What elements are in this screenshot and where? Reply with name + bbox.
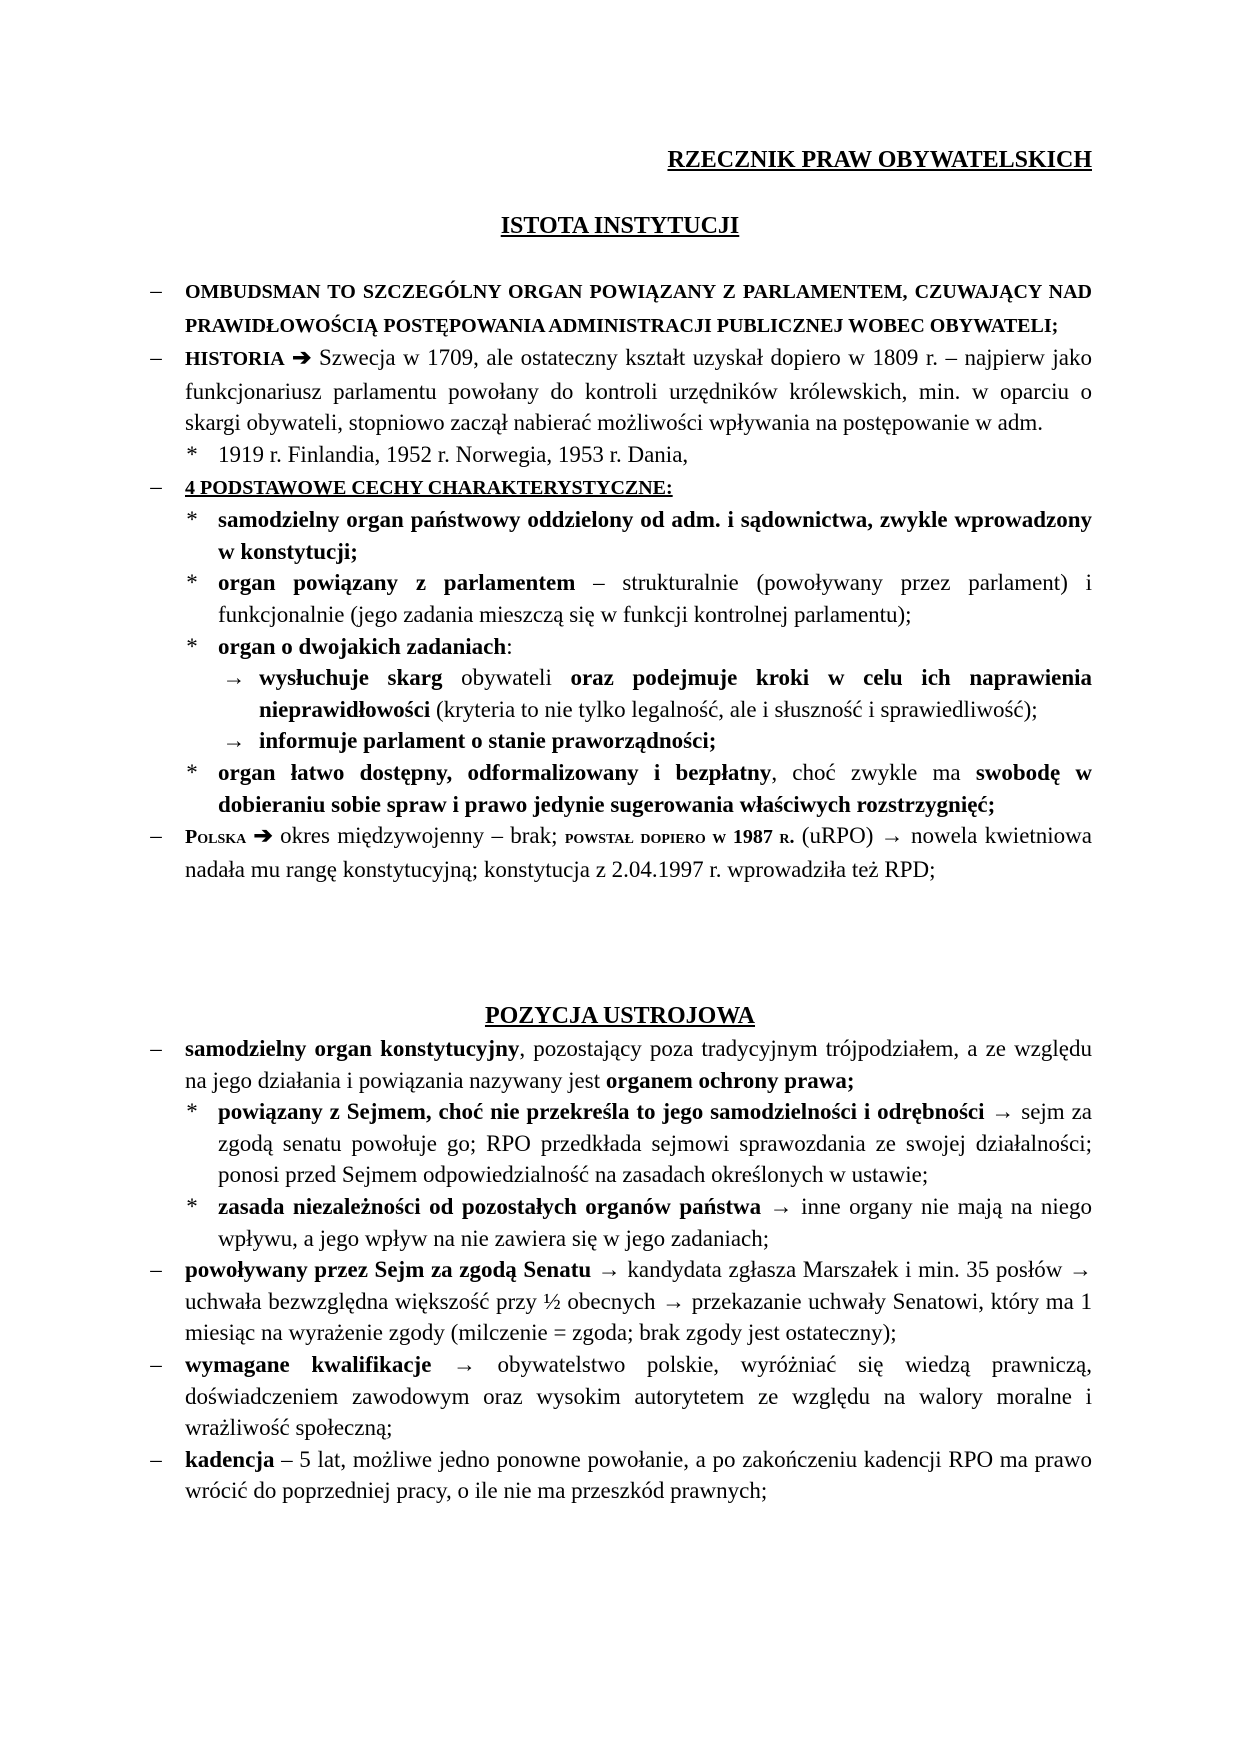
list-item-cecha-samodzielny (0, 504, 1240, 567)
list-item-niezaleznosc (0, 1191, 1240, 1254)
dash-marker: – (150, 1446, 162, 1472)
list-item-powiazany-z-sejmem (0, 1096, 1240, 1191)
dash-marker: – (150, 1036, 162, 1061)
dash-marker: – (150, 345, 162, 371)
item-bold: powiązany z Sejmem, choć nie przekreśla to jego samodzielności i odrębności (218, 1099, 985, 1125)
list-item-cecha-powiazany (0, 567, 1240, 630)
cecha-text: – strukturalnie (powoływany przez parlament) i funkcjonalnie (jego zadania mieszczą się w funkcji kontrolnej parlamentu); (218, 570, 1093, 627)
zadanie-bold: informuje parlament o stanie praworządności; (259, 728, 717, 754)
list-item-cecha-zadania (0, 631, 1240, 663)
asterisk-marker: * (186, 1099, 198, 1125)
item-bold-2: organem ochrony prawa; (605, 1067, 855, 1093)
list-item-powolywany (0, 1254, 1240, 1349)
definition-text: OMBUDSMAN TO SZCZEGÓLNY ORGAN POWIĄZANY Z PARLAMENTEM, CZUWAJĄCY NAD PRAWIDŁOWOŚCIĄ POSTĘPOWANIA ADMINISTRACJI PUBLICZNEJ WOBEC OBYWATELI; (185, 281, 1092, 337)
item-text: – 5 lat, możliwe jedno ponowne powołanie, a po zakończeniu kadencji RPO ma prawo wrócić do poprzedniej pracy, o ile nie ma przeszkód prawnych; (185, 1446, 1092, 1504)
asterisk-marker: * (186, 507, 198, 533)
zadanie-text-1: obywateli (442, 665, 571, 691)
zadanie-text-2: (kryteria to nie tylko legalność, ale i słuszność i sprawiedliwość); (430, 696, 1038, 722)
dash-marker: – (150, 823, 162, 849)
cechy-heading-text: 4 PODSTAWOWE CECHY CHARAKTERYSTYCZNE: (185, 476, 673, 499)
item-bold: zasada niezależności od pozostałych organów państwa (218, 1193, 762, 1219)
item-text: → obywatelstwo polskie, wyróżniać się wiedzą prawniczą, doświadczeniem zawodowym oraz wysokim autorytetem ze względu na walory moralne i wrażliwość społeczną; (185, 1351, 1092, 1441)
asterisk-marker: * (186, 1193, 198, 1219)
list-item-samodzielny-organ (0, 1033, 1240, 1096)
dash-marker: – (150, 1257, 162, 1283)
list-item-zadanie-skargi (0, 662, 1240, 725)
arrow-icon: ➔ (253, 823, 273, 849)
arrow-marker: → (222, 665, 246, 691)
item-bold: wymagane kwalifikacje (185, 1351, 432, 1377)
cecha-bold-2: swobodę w dobieraniu sobie spraw i prawo jedynie sugerowania właściwych rozstrzygnięć; (218, 759, 1092, 817)
list-item-cechy-heading (0, 471, 1240, 505)
asterisk-marker: * (186, 441, 198, 467)
document-title: RZECZNIK PRAW OBYWATELSKICH (667, 147, 1092, 173)
asterisk-marker: * (186, 759, 198, 785)
historia-label: HISTORIA (185, 348, 285, 371)
item-bold: powoływany przez Sejm za zgodą Senatu (185, 1257, 592, 1283)
cecha-bold-text: samodzielny organ państwowy oddzielony od adm. i sądownictwa, zwykle wprowadzony w konstytucji; (218, 507, 1092, 564)
arrow-marker: → (222, 728, 246, 754)
item-text: → sejm za zgodą senatu powołuje go; RPO przedkłada sejmowi sprawozdania ze swojej działalności; ponosi przed Sejmem odpowiedzialność na zasadach określonych w ustawie; (218, 1099, 1092, 1188)
polska-smallcaps: powstał dopiero w 1987 r. (564, 826, 795, 849)
list-item-kadencja (0, 1444, 1240, 1507)
polska-label: Polska (185, 826, 247, 849)
zadanie-bold-1: wysłuchuje skarg (259, 665, 443, 691)
cecha-text: : (506, 633, 513, 659)
dash-marker: – (150, 1351, 162, 1377)
section-heading-pozycja: POZYCJA USTROJOWA (484, 1003, 756, 1029)
list-item-countries (0, 439, 1240, 471)
zadanie-bold-2: oraz podejmuje kroki w celu ich naprawienia nieprawidłowości (259, 665, 1093, 722)
section-istota-content (0, 275, 1240, 885)
item-text: → kandydata zgłasza Marszałek i min. 35 posłów → uchwała bezwzględna większość przy ½ obecnych → przekazanie uchwały Senatowi, który ma 1 miesiąc na wyrażenie zgody (milczenie = zgoda; brak zgody jest ostateczny); (185, 1257, 1092, 1346)
asterisk-marker: * (186, 570, 198, 596)
polska-text-2: (uRPO) → nowela kwietniowa nadała mu rangę konstytucyjną; konstytucja z 2.04.1997 r. wprowadziła też RPD; (185, 823, 1093, 882)
list-item-polska (0, 820, 1240, 885)
list-item-ombudsman-definition (0, 275, 1240, 342)
dash-marker: – (150, 473, 162, 499)
item-text-1: , pozostający poza tradycyjnym trójpodziałem, a ze względu na jego działania i powiązania nazywany jest (185, 1036, 1092, 1093)
arrow-icon: ➔ (292, 345, 312, 371)
item-text: → inne organy nie mają na niego wpływu, a jego wpływ na nie zawiera się w jego zadaniach; (218, 1193, 1092, 1251)
list-item-cecha-dostepny (0, 757, 1240, 820)
cecha-text: , choć zwykle ma (771, 759, 976, 785)
historia-text: Szwecja w 1709, ale ostateczny kształt uzyskał dopiero w 1809 r. – najpierw jako funkcjonariusz parlamentu powołany do kontroli urzędników królewskich, min. w oparciu o skargi obywateli, stopniowo zaczął nabierać możliwości wpływania na postępowanie w adm. (185, 345, 1093, 436)
dash-marker: – (150, 278, 162, 303)
list-item-kwalifikacje (0, 1349, 1240, 1444)
list-item-zadanie-informuje (0, 725, 1240, 757)
cecha-bold-text: organ powiązany z parlamentem (218, 570, 576, 596)
section-heading-istota: ISTOTA INSTYTUCJI (500, 213, 740, 239)
polska-text-1: okres międzywojenny – brak; (272, 823, 565, 849)
list-item-historia (0, 342, 1240, 439)
item-bold: kadencja (185, 1446, 275, 1472)
cecha-bold-1: organ łatwo dostępny, odformalizowany i bezpłatny (218, 759, 772, 785)
section-pozycja-content (0, 1033, 1240, 1507)
countries-text: 1919 r. Finlandia, 1952 r. Norwegia, 1953 r. Dania, (218, 441, 689, 467)
item-bold-1: samodzielny organ konstytucyjny (185, 1036, 520, 1061)
cecha-bold-text: organ o dwojakich zadaniach (218, 633, 507, 659)
asterisk-marker: * (186, 633, 198, 659)
